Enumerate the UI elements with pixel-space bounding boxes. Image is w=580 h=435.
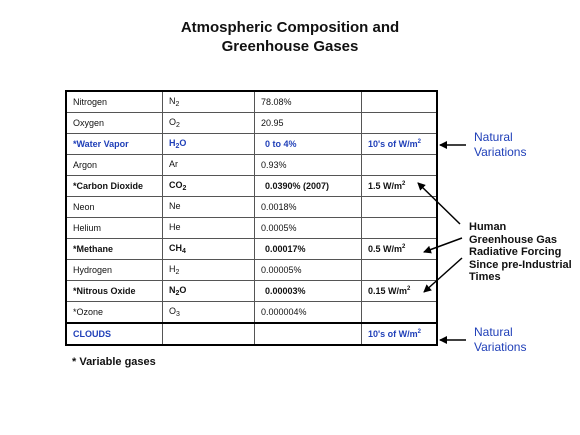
formula-suffix: O <box>179 285 187 295</box>
amount-cell: 0.0018% <box>255 197 362 218</box>
amount-cell: 0.00003% <box>255 281 362 302</box>
formula-text: O <box>169 306 177 316</box>
amount-cell: 0.000004% <box>255 302 362 324</box>
formula-subscript: 2 <box>175 290 180 297</box>
formula-text: CH <box>169 243 182 253</box>
gas-name-cell: *Water Vapor <box>66 134 163 155</box>
formula-text: N <box>169 96 176 106</box>
formula-subscript: 2 <box>175 143 180 150</box>
amount-cell: 0.0005% <box>255 218 362 239</box>
amount-cell: 0.00017% <box>255 239 362 260</box>
label-line: Variations <box>474 145 527 159</box>
arrow-human-to-methane <box>424 238 462 252</box>
formula-text: N <box>169 285 176 295</box>
forcing-text: 10's of W/m <box>368 139 418 149</box>
formula-subscript: 2 <box>175 101 180 108</box>
forcing-superscript: 2 <box>402 181 406 187</box>
amount-cell: 0.93% <box>255 155 362 176</box>
formula-subscript: 2 <box>175 269 180 276</box>
formula-suffix: O <box>179 138 187 148</box>
variable-gases-footnote: * Variable gases <box>72 356 156 368</box>
gas-name-cell: Argon <box>66 155 163 176</box>
label-line: Natural <box>474 325 513 339</box>
amount-cell: 0.00005% <box>255 260 362 281</box>
gas-name-cell: Nitrogen <box>66 91 163 113</box>
gas-name-cell: Neon <box>66 197 163 218</box>
forcing-text: 1.5 W/m <box>368 181 403 191</box>
label-line: Radiative Forcing <box>469 246 562 258</box>
gas-name-cell: Oxygen <box>66 113 163 134</box>
label-line: Human <box>469 221 507 233</box>
formula-text: H <box>169 264 176 274</box>
forcing-superscript: 2 <box>402 244 406 250</box>
forcing-text: 10's of W/m <box>368 329 418 339</box>
label-line: Natural <box>474 130 513 144</box>
gas-name-cell: Helium <box>66 218 163 239</box>
formula-text: CO <box>169 180 183 190</box>
forcing-text: 0.5 W/m <box>368 244 403 254</box>
label-line: Variations <box>474 340 527 354</box>
forcing-superscript: 2 <box>417 329 421 335</box>
label-line: Times <box>469 271 501 283</box>
formula-subscript: 2 <box>176 122 180 129</box>
gas-name-cell: *Methane <box>66 239 163 260</box>
amount-cell: 20.95 <box>255 113 362 134</box>
forcing-superscript: 2 <box>417 139 421 145</box>
gas-name-cell: *Carbon Dioxide <box>66 176 163 197</box>
amount-cell: 0.0390% (2007) <box>255 176 362 197</box>
amount-cell: 78.08% <box>255 91 362 113</box>
arrow-human-to-co2 <box>418 183 460 224</box>
forcing-superscript: 2 <box>407 286 411 292</box>
gas-name-cell: *Nitrous Oxide <box>66 281 163 302</box>
formula-text: Ar <box>169 159 178 169</box>
title-line-1: Atmospheric Composition and <box>180 19 400 36</box>
label-line: Since pre-Industrial <box>469 258 572 271</box>
formula-subscript: 2 <box>182 185 187 192</box>
gas-name-cell: CLOUDS <box>66 323 163 345</box>
formula-text: Ne <box>169 201 181 211</box>
arrow-human-to-nitrous <box>424 258 462 292</box>
formula-subscript: 4 <box>182 248 186 255</box>
formula-text: He <box>169 222 181 232</box>
forcing-text: 0.15 W/m <box>368 286 408 296</box>
formula-text: H <box>169 138 176 148</box>
formula-text: O <box>169 117 177 127</box>
formula-subscript: 3 <box>176 311 180 318</box>
gas-name-cell: Hydrogen <box>66 260 163 281</box>
amount-cell: 0 to 4% <box>255 134 362 155</box>
title-line-2: Greenhouse Gases <box>221 38 359 55</box>
gas-name-cell: *Ozone <box>66 302 163 324</box>
label-line: Greenhouse Gas <box>469 233 558 246</box>
